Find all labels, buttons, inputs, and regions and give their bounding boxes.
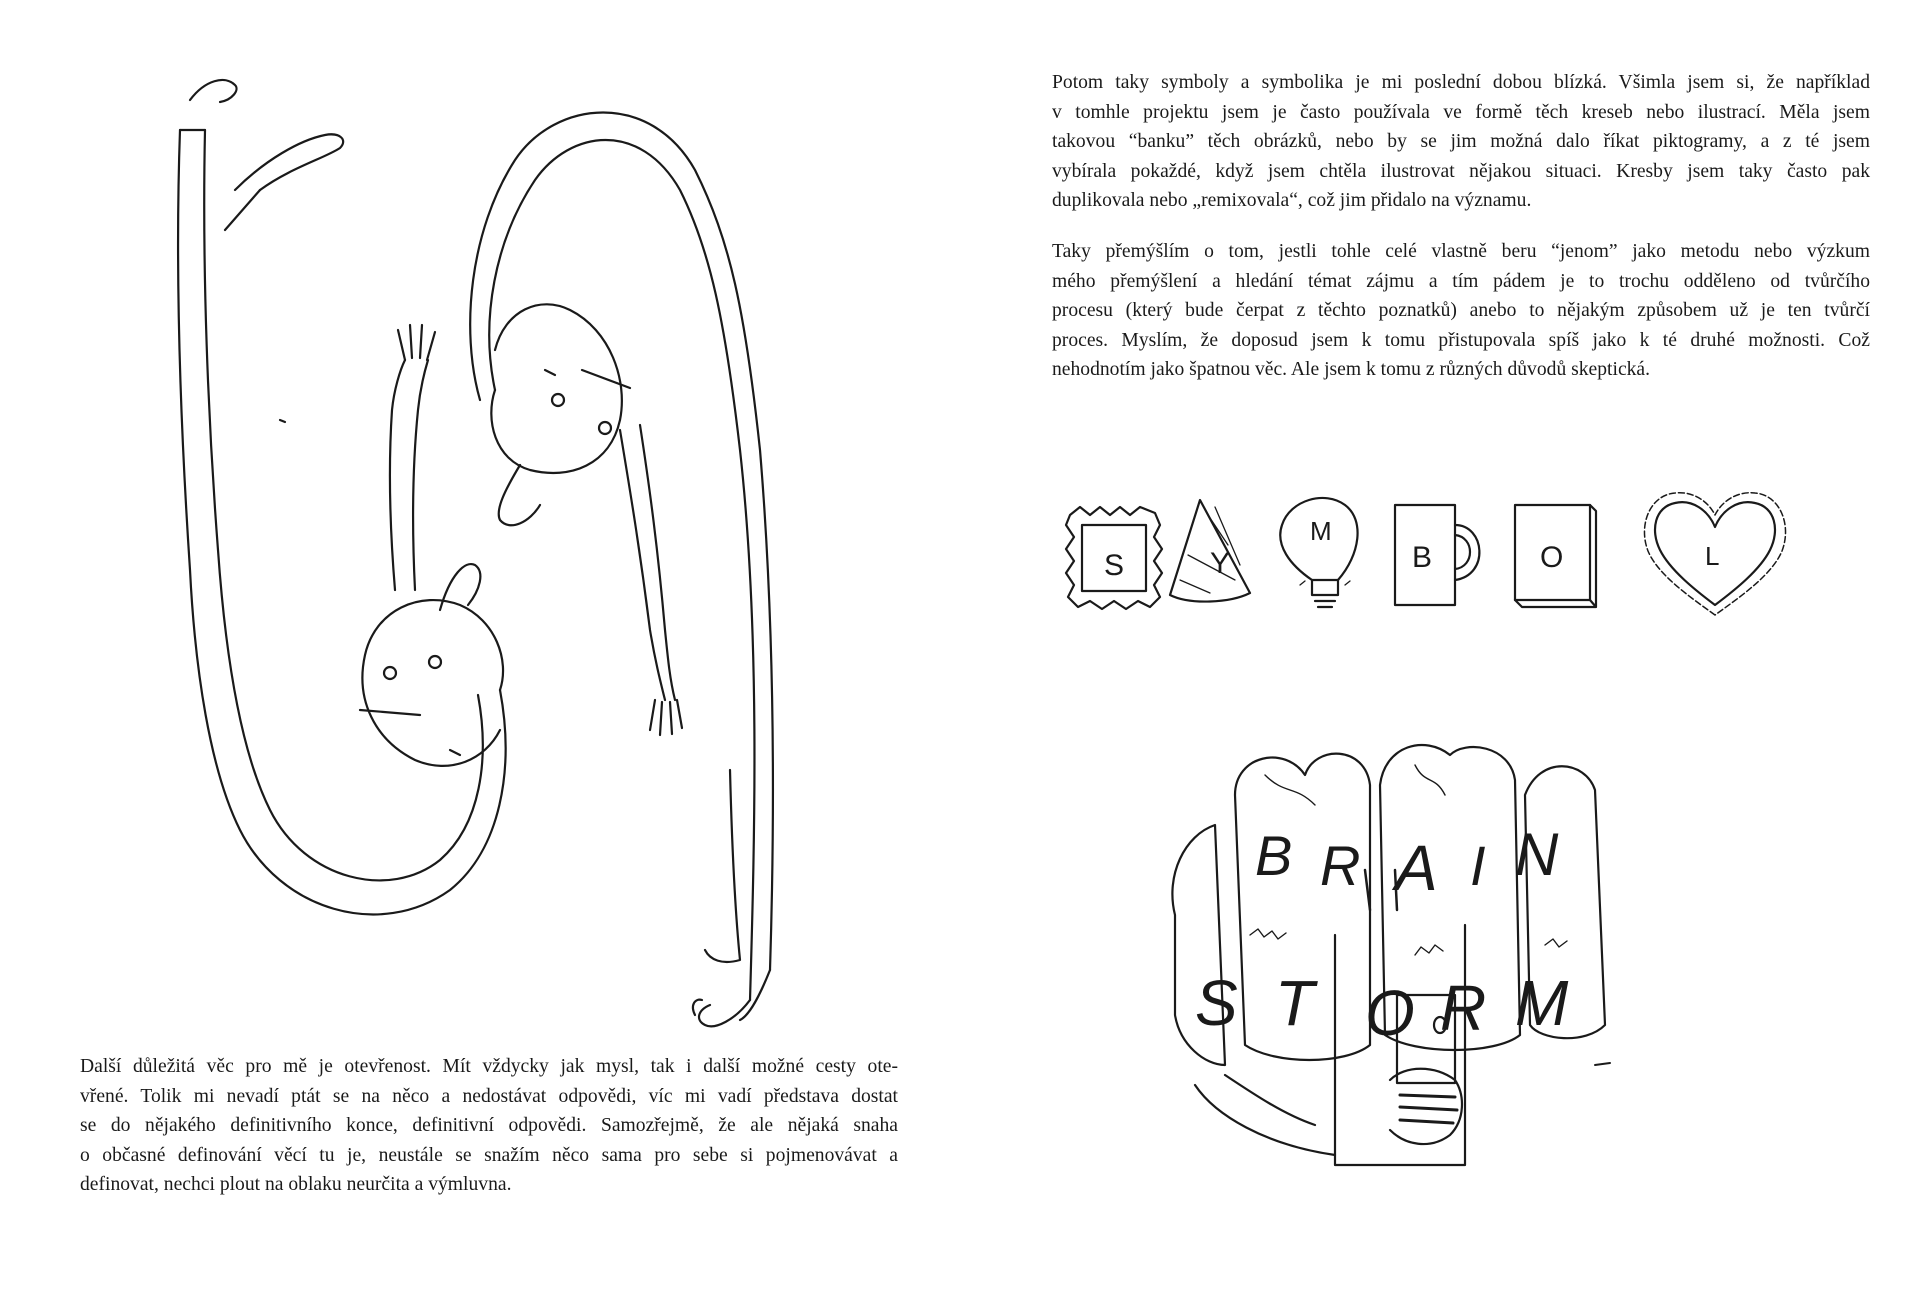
brainstorm-letter-t: T <box>1275 967 1315 1039</box>
symbol-letter-o: O <box>1540 541 1564 574</box>
left-paragraph <box>80 1052 898 1200</box>
right-paragraph-line: Potom taky symboly a symbolika je mi poslední dobou blízká. Všimla jsem si, že například <box>1052 72 1870 93</box>
left-paragraph-line: definovat, nechci plout na oblaku neurčita a výmluvna. <box>80 1174 512 1196</box>
symbol-letter-y: Y <box>1210 547 1231 580</box>
brainstorm-letter-s: S <box>1195 967 1238 1039</box>
brainstorm-letter-a: A <box>1395 832 1438 904</box>
brainstorm-illustration <box>1165 735 1685 1175</box>
right-page <box>960 0 1920 1292</box>
brainstorm-letter-i: I <box>1470 834 1486 897</box>
brainstorm-letter-r: R <box>1320 834 1361 897</box>
left-paragraph-line: Další důležitá věc pro mě je otevřenost. Mít vždycky jak mysl, tak i další možné cesty ote- <box>80 1056 898 1077</box>
left-paragraph-line: o občasné definování věcí tu je, neustále se snažím něco sama pro sebe si pojmenovávat a <box>80 1144 898 1166</box>
brainstorm-letter-o: O <box>1365 977 1415 1049</box>
brainstorm-letter-r2: R <box>1440 972 1487 1044</box>
brainstorm-letter-b: B <box>1255 824 1293 887</box>
left-paragraph-line: se do nějakého definitivního konce, definitivní odpovědi. Samozřejmě, že ale nějaká snaha <box>80 1115 898 1137</box>
right-paragraph-1 <box>1052 68 1870 216</box>
right-paragraph-line: Taky přemýšlím o tom, jestli tohle celé vlastně beru “jenom” jako metodu nebo výzkum <box>1052 241 1870 262</box>
right-paragraph-line: vybírala pokaždé, když jsem chtěla ilustrovat nějakou situaci. Kresby jsem taky často pak <box>1052 160 1870 182</box>
two-figures-illustration <box>150 70 910 1050</box>
right-paragraph-line: mého přemýšlení a hledání témat zájmu a tím pádem je to trochu odděleno od tvůrčího <box>1052 270 1870 292</box>
right-paragraph-line: takovou “banku” těch obrázků, nebo by se jim možná dalo říkat piktogramy, a z té jsem <box>1052 131 1870 153</box>
left-paragraph-line: vřené. Tolik mi nevadí ptát se na něco a nedostávat odpovědi, víc mi vadí představa dostat <box>80 1085 898 1107</box>
brainstorm-letter-n: N <box>1515 821 1559 888</box>
symbol-letter-l: L <box>1705 541 1720 571</box>
right-paragraph-line: procesu (který bude čerpat z těchto poznatků) anebo to nějakým způsobem už je ten tvůrčí <box>1052 300 1870 322</box>
symbol-letter-m: M <box>1310 516 1332 546</box>
right-paragraph-line: duplikovala nebo „remixovala“, což jim přidalo na významu. <box>1052 190 1532 212</box>
symbol-illustration <box>1060 485 1800 635</box>
right-paragraph-line: v tomhle projektu jsem je často používala ve formě těch kreseb nebo ilustrací. Měla jsem <box>1052 101 1870 123</box>
symbol-letter-s: S <box>1104 549 1125 582</box>
right-paragraph-2 <box>1052 237 1870 385</box>
right-paragraph-line: proces. Myslím, že doposud jsem k tomu přistupovala spíš jako k té druhé možnosti. Což <box>1052 329 1870 351</box>
brainstorm-letter-m: M <box>1515 967 1569 1039</box>
right-paragraph-line: nehodnotím jako špatnou věc. Ale jsem k tomu z různých důvodů skeptická. <box>1052 359 1651 381</box>
symbol-letter-b: B <box>1412 541 1433 574</box>
